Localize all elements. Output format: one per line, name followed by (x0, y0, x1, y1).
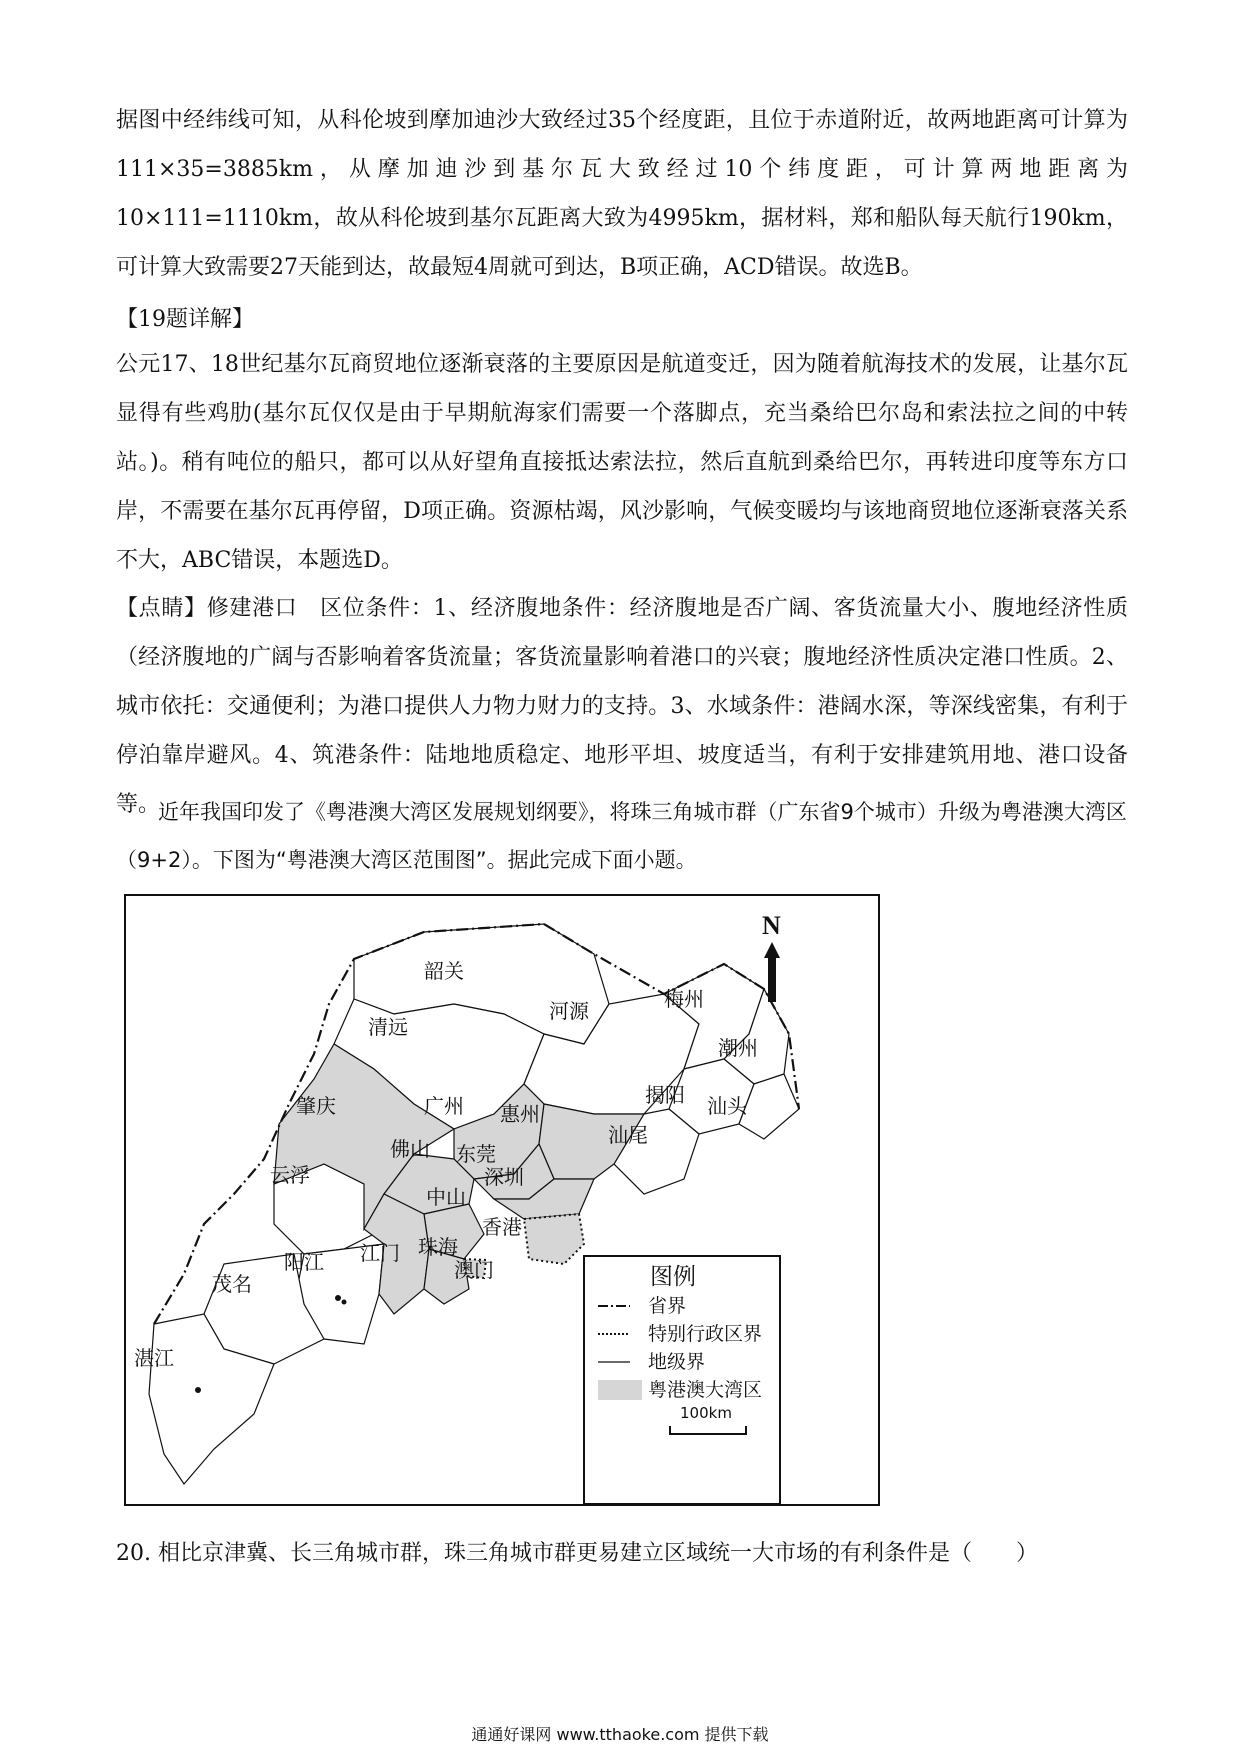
label-maoming: 茂名 (212, 1272, 252, 1296)
footer-credit: 通通好课网 www.tthaoke.com 提供下载 (471, 1725, 769, 1744)
label-hongkong: 香港 (482, 1215, 522, 1239)
legend-bay-swatch (598, 1380, 642, 1400)
label-shantou: 汕头 (707, 1094, 747, 1118)
north-arrow-icon (768, 954, 776, 1002)
label-shenzhen: 深圳 (484, 1165, 524, 1189)
section19-text: 公元17、18世纪基尔瓦商贸地位逐渐衰落的主要原因是航道变迁，因为随着航海技术的发展，让基尔瓦显得有些鸡肋(基尔瓦仅仅是由于早期航海家们需要一个落脚点，充当桑给巴尔岛和索法拉之间的中转站。)。稍有吨位的船只，都可以从好望角直接抵达索法拉，然后直航到桑给巴尔，再转进印度等东方口岸，不需要在基尔瓦再停留，D项正确。资源枯竭，风沙影响，气候变暖均与该地商贸地位逐渐衰落关系不大，ABC错误，本题选D。 (116, 352, 1128, 573)
island-dot (195, 1387, 201, 1393)
north-label: N (762, 911, 781, 940)
label-heyuan: 河源 (549, 999, 589, 1023)
label-jiangmen: 江门 (360, 1241, 400, 1265)
label-yunfu: 云浮 (270, 1163, 310, 1187)
label-zhaoqing: 肇庆 (296, 1094, 336, 1118)
scale-label: 100km (680, 1404, 732, 1422)
label-guangzhou: 广州 (424, 1094, 464, 1118)
legend-province: 省界 (648, 1295, 687, 1317)
label-foshan: 佛山 (390, 1137, 430, 1161)
legend-title: 图例 (650, 1264, 696, 1290)
label-qingyuan: 清远 (368, 1015, 408, 1039)
legend-prefecture: 地级界 (648, 1351, 706, 1373)
legend-bay: 粤港澳大湾区 (648, 1379, 763, 1401)
label-dongguan: 东莞 (456, 1142, 496, 1166)
label-chaozhou: 潮州 (718, 1036, 758, 1060)
label-shaoguan: 韶关 (424, 959, 464, 983)
section19-heading: 【19题详解】 (116, 307, 254, 332)
label-zhuhai: 珠海 (418, 1235, 458, 1259)
bay-area-map (124, 894, 880, 1506)
label-yangjiang: 阳江 (284, 1250, 324, 1274)
label-meizhou: 梅州 (664, 987, 704, 1011)
legend (584, 1256, 780, 1504)
question-20: 20. 相比京津冀、长三角城市群，珠三角城市群更易建立区域统一大市场的有利条件是（ ） (116, 1541, 1038, 1566)
legend-sar: 特别行政区界 (648, 1323, 763, 1345)
section18-text: 据图中经纬线可知，从科伦坡到摩加迪沙大致经过35个经度距，且位于赤道附近，故两地距离可计算为111×35=3885km，从摩加迪沙到基尔瓦大致经过10个纬度距，可计算两地距离为10×111=1110km，故从科伦坡到基尔瓦距离大致为4995km，据材料，郑和船队每天航行190km，可计算大致需要27天能到达，故最短4周就可到达，B项正确，ACD错误。故选B。 (116, 108, 1128, 280)
intro-text: 近年我国印发了《粤港澳大湾区发展规划纲要》，将珠三角城市群（广东省9个城市）升级为粤港澳大湾区（9+2）。下图为“粤港澳大湾区范围图”。据此完成下面小题。 (116, 800, 1127, 872)
label-huizhou: 惠州 (500, 1102, 540, 1126)
label-zhongshan: 中山 (426, 1185, 466, 1209)
label-jieyang: 揭阳 (645, 1083, 685, 1107)
island-dot (335, 1295, 341, 1301)
label-zhanjiang: 湛江 (134, 1346, 174, 1370)
label-shanwei: 汕尾 (608, 1123, 648, 1147)
island-dot (342, 1300, 347, 1305)
map-svg (124, 894, 880, 1506)
label-macau: 澳门 (454, 1258, 494, 1282)
tip-text: 【点睛】修建港口 区位条件：1、经济腹地条件：经济腹地是否广阔、客货流量大小、腹地经济性质（经济腹地的广阔与否影响着客货流量；客货流量影响着港口的兴衰；腹地经济性质决定港口性质。2、城市依托：交通便利；为港口提供人力物力财力的支持。3、水域条件：港阔水深，等深线密集，有利于停泊靠岸避风。4、筑港条件：陆地地质稳定、地形平坦、坡度适当，有利于安排建筑用地、港口设备等。 (116, 596, 1128, 817)
